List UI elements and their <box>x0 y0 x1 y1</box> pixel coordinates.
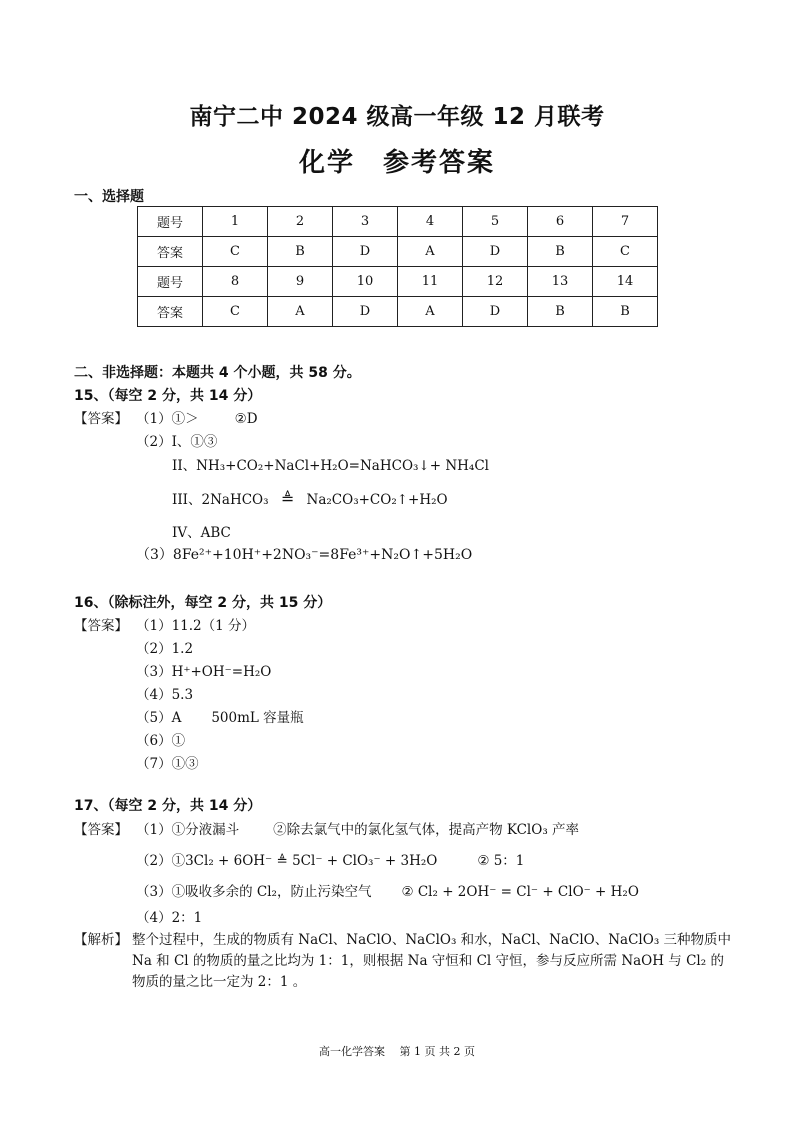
q17-part3 <box>136 880 639 900</box>
q16-part1: （1）11.2（1 分） <box>136 618 256 634</box>
q17-part1-a: （1）①分液漏斗 <box>136 822 240 838</box>
page-title: 南宁二中 2024 级高一年级 12 月联考 <box>189 104 605 130</box>
answer-table-cell: 5 <box>463 207 528 237</box>
q17-part4: （4）2：1 <box>136 910 203 926</box>
q17-answer-tag: 【答案】 <box>74 822 128 838</box>
q16-header: 16、（除标注外，每空 2 分，共 15 分） <box>74 595 332 611</box>
q15-part1-a: （1）①＞ <box>136 411 199 427</box>
answer-table-row <box>138 267 658 297</box>
heat-arrow: ≜ <box>280 489 295 508</box>
answer-table-cell: 1 <box>203 207 268 237</box>
q16-part5-a: （5）A <box>136 710 182 726</box>
answer-table-cell: 2 <box>268 207 333 237</box>
answer-table-row-label: 答案 <box>138 297 203 327</box>
answer-table-row-label: 题号 <box>138 267 203 297</box>
q15-part1 <box>136 407 258 427</box>
q15-part2: （2）I、①③ <box>136 434 218 450</box>
answer-table-cell: B <box>528 237 593 267</box>
answer-table-cell: B <box>528 297 593 327</box>
answer-table-cell: C <box>203 237 268 267</box>
answer-table-cell: 10 <box>333 267 398 297</box>
q15-part1-b: ②D <box>234 411 258 427</box>
answer-table-cell: C <box>203 297 268 327</box>
answer-table-cell: 7 <box>593 207 658 237</box>
answer-table-cell: A <box>398 297 463 327</box>
q16-part2: （2）1.2 <box>136 641 194 657</box>
q15-part3: （3）8Fe²⁺+10H⁺+2NO₃⁻=8Fe³⁺+N₂O↑+5H₂O <box>136 547 473 563</box>
q16-part5 <box>136 706 304 726</box>
page-subtitle: 化学 参考答案 <box>298 148 495 178</box>
answer-table-row <box>138 297 658 327</box>
section-2-heading: 二、非选择题：本题共 4 个小题，共 58 分。 <box>74 365 361 381</box>
answer-table-cell: B <box>268 237 333 267</box>
answer-table-cell: 13 <box>528 267 593 297</box>
q17-part3-a: （3）①吸收多余的 Cl₂，防止污染空气 <box>136 884 372 900</box>
q17-part3-b: ② Cl₂ + 2OH⁻ = Cl⁻ + ClO⁻ + H₂O <box>401 884 639 900</box>
section-1-heading: 一、选择题 <box>74 189 144 205</box>
q17-part2-a: （2）①3Cl₂ + 6OH⁻ ≜ 5Cl⁻ + ClO₃⁻ + 3H₂O <box>136 853 438 869</box>
q15-answer-tag: 【答案】 <box>74 411 128 427</box>
answer-table-cell: 11 <box>398 267 463 297</box>
answer-table-cell: 9 <box>268 267 333 297</box>
answer-table-cell: 12 <box>463 267 528 297</box>
q17-analysis-tag: 【解析】 <box>74 932 128 948</box>
q16-part7: （7）①③ <box>136 756 199 772</box>
q17-part1 <box>136 818 579 838</box>
answer-table-cell: 4 <box>398 207 463 237</box>
q17-part2 <box>136 849 524 869</box>
answer-table-cell: D <box>333 297 398 327</box>
q16-part6: （6）① <box>136 733 186 749</box>
answer-table-cell: C <box>593 237 658 267</box>
answer-table-cell: 8 <box>203 267 268 297</box>
answer-table-cell: 3 <box>333 207 398 237</box>
q17-part2-b: ② 5：1 <box>477 853 525 869</box>
q16-part4: （4）5.3 <box>136 687 194 703</box>
answer-table-cell: D <box>463 297 528 327</box>
page-footer: 高一化学答案 第 1 页 共 2 页 <box>319 1045 475 1058</box>
q15-part2-ii: II、NH₃+CO₂+NaCl+H₂O=NaHCO₃↓+ NH₄Cl <box>172 458 489 474</box>
q15-header: 15、（每空 2 分，共 14 分） <box>74 388 262 404</box>
answer-table-row <box>138 207 658 237</box>
q15-part2-iv: IV、ABC <box>172 525 231 541</box>
q15-part2-iii-b: Na₂CO₃+CO₂↑+H₂O <box>306 492 448 508</box>
q17-analysis <box>74 930 734 993</box>
answer-table-row <box>138 237 658 267</box>
answer-table-cell: A <box>268 297 333 327</box>
q15-part2-iii-a: III、2NaHCO₃ <box>172 492 269 508</box>
answer-table-row-label: 答案 <box>138 237 203 267</box>
answer-table-row-label: 题号 <box>138 207 203 237</box>
answer-table-cell: 14 <box>593 267 658 297</box>
answer-table <box>137 206 658 327</box>
q16-part3: （3）H⁺+OH⁻=H₂O <box>136 664 272 680</box>
q17-header: 17、（每空 2 分，共 14 分） <box>74 798 262 814</box>
answer-table-cell: 6 <box>528 207 593 237</box>
answer-table-cell: A <box>398 237 463 267</box>
q15-part2-iii <box>172 488 448 508</box>
q17-analysis-text: 整个过程中，生成的物质有 NaCl、NaClO、NaClO₃ 和水，NaCl、NaClO、NaClO₃ 三种物质中 Na 和 Cl 的物质的量之比均为 1：1，则根据 Na 守恒和 Cl 守恒，参与反应所需 NaOH 与 Cl₂ 的物质的量之比一定为 2：1 。 <box>132 932 732 990</box>
answer-table-cell: B <box>593 297 658 327</box>
answer-table-cell: D <box>463 237 528 267</box>
q16-part5-b: 500mL 容量瓶 <box>211 710 304 726</box>
answer-table-cell: D <box>333 237 398 267</box>
q16-answer-tag: 【答案】 <box>74 618 128 634</box>
q17-part1-b: ②除去氯气中的氯化氢气体，提高产物 KClO₃ 产率 <box>273 822 580 838</box>
